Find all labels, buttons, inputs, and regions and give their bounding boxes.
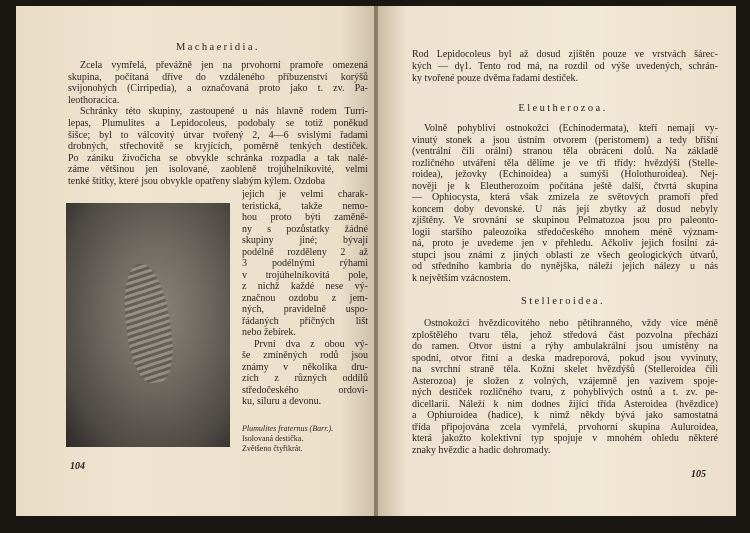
section-heading-eleutherozoa: Eleutherozoa. bbox=[518, 103, 608, 114]
text-line: Ostnokožci hvězdicovitého nebo pětihranného, vždy více méně bbox=[424, 318, 718, 329]
text-line: znaky hvězdic a hadic dohromady. bbox=[412, 445, 551, 456]
text-line: Schránky této skupiny, zastoupené u nás hlavně rodem Turri- bbox=[80, 106, 368, 117]
text-line: 3 podélnými rýhami bbox=[242, 258, 368, 269]
text-line: hou proto býti zaměně- bbox=[242, 212, 368, 223]
text-line: stupci jsou známi z jiných oblastí ze všech geologických útvarů, bbox=[412, 250, 718, 261]
text-line: ných, pravidelně uspo- bbox=[242, 304, 368, 315]
caption-line: Zvětšeno čtyřikrát. bbox=[242, 444, 303, 453]
figure-caption bbox=[242, 424, 333, 454]
text-line: — Ophiocysta, která však zmizela ze světových pramoří před bbox=[412, 192, 718, 203]
text-line: zích z různých oddílů bbox=[242, 373, 368, 384]
text-line: ných destiček rozličného tvaru, z pohyblivých ostnů a t. zv. pe- bbox=[412, 387, 718, 398]
text-line: zjištěny. Ve srovnání se skupinou Pelmatozoa jsou pro paleonto- bbox=[412, 215, 718, 226]
text-line: k největším vzácnostem. bbox=[412, 273, 511, 284]
text-line: značnou ozdobu z jem- bbox=[242, 293, 368, 304]
text-line: drobných, střechovitě se kryjících, poměrně tenkých destiček. bbox=[68, 141, 368, 152]
text-line: roidea), ježovky (Echinoidea) a sumýši (Holothuroidea). Nej- bbox=[412, 169, 718, 180]
text-line: rozličného utváření těla dělíme je ve tři třídy: hvězdýši (Stelle- bbox=[412, 158, 718, 169]
page-number-right: 105 bbox=[691, 469, 706, 480]
text-line: a Ophiuroidea (hadice), k nimž někdy bývá jako samostatná bbox=[412, 410, 718, 421]
text-line: logii staršího paleozoika středočeského mnohem méně význam- bbox=[412, 227, 718, 238]
text-line: středočeského ordovi- bbox=[242, 385, 368, 396]
text-line: skupina, počítaná dříve do vzdáleného příbuzenství korýšů bbox=[68, 72, 368, 83]
text-line: nověji je k Eleutherozoím počítána ještě další, čtvrtá skupina bbox=[412, 181, 718, 192]
text-line: která jakožto kolektivní typ spojuje v mnohém ohledu některé bbox=[412, 433, 718, 444]
fossil-photo bbox=[66, 203, 230, 447]
text-line: podélně rozděleny 2 až bbox=[242, 247, 368, 258]
text-line: še zmíněných rodů jsou bbox=[242, 350, 368, 361]
text-line: dicellarií. Náleží k nim dodnes žijící třída Asteroidea (hvězdice) bbox=[412, 399, 718, 410]
text-line: Zcela vymřelá, převážně jen na prvohorní pramoře omezená bbox=[80, 60, 368, 71]
text-line: zploštělého tvaru těla, jehož středová část pozvolna přechází bbox=[412, 330, 718, 341]
page-number-left: 104 bbox=[70, 461, 85, 472]
text-line: lepas, Plumulites a Lepidocoleus, podobaly se totiž poněkud bbox=[68, 118, 368, 129]
text-line: (ventrální čili orální) stranou těla obráceni dolů. Na základě bbox=[412, 146, 718, 157]
caption-line: Isolovaná destička. bbox=[242, 434, 304, 443]
right-page bbox=[378, 6, 736, 516]
text-line: jejich je velmi charak- bbox=[242, 189, 368, 200]
text-line: ny s pozůstatky žádné bbox=[242, 224, 368, 235]
text-line: od středního kambria do nynějška, náleží jejich nálezy u nás bbox=[412, 261, 718, 272]
text-line: záme většinou jen isolované, zaobleně trojúhelníkovité, velmi bbox=[68, 164, 368, 175]
text-line: řádaných příčných lišt bbox=[242, 316, 368, 327]
left-page bbox=[16, 6, 376, 516]
text-line: Po zániku živočicha se obvykle schránka rozpadla a tak nalé- bbox=[68, 153, 368, 164]
text-line: známy v několika dru- bbox=[242, 362, 368, 373]
fossil-plate-image bbox=[118, 261, 178, 386]
section-heading-machaeridia: Machaeridia. bbox=[176, 42, 260, 53]
text-line: Rod Lepidocoleus byl až dosud zjištěn pouze ve vrstvách šárec- bbox=[412, 49, 718, 60]
text-line: kých — dγ1. Tento rod má, na rozdíl od výše uvedených, schrán- bbox=[412, 61, 718, 72]
text-line: ku, siluru a devonu. bbox=[242, 396, 322, 407]
text-line: z nichž každé nese vý- bbox=[242, 281, 368, 292]
text-line: třída připojována zcela vymřelá, prvohorní skupina Auluroidea, bbox=[412, 422, 718, 433]
text-line: První dva z obou vý- bbox=[254, 339, 368, 350]
section-heading-stelleroidea: Stelleroidea. bbox=[521, 296, 605, 307]
text-line: teristická, takže nemo- bbox=[242, 201, 368, 212]
text-line: koncem doby devonské. U nás její zbytky až dosud nebyly bbox=[412, 204, 718, 215]
text-line: ky tvořené pouze dvěma řadami destiček. bbox=[412, 73, 579, 84]
text-line: na svrchní straně těla. Kožní skelet hvězdýšů (Stelleroidea čili bbox=[412, 364, 718, 375]
caption-line: Plumulites fraternus (Barr.). bbox=[242, 424, 334, 433]
text-line: leothoracica. bbox=[68, 95, 120, 106]
text-line: Volně pohybliví ostnokožci (Echinodermata), kteří nemají vy- bbox=[424, 123, 718, 134]
text-line: Asterozoa) je složen z volných, vzájemně jen vazivem spoje- bbox=[412, 376, 718, 387]
text-line: v trojúhelníkovitá pole, bbox=[242, 270, 368, 281]
text-line: svijonohých (Cirripedia), a označovaná proto jako t. zv. Pa- bbox=[68, 83, 368, 94]
text-line: skupiny jiné; bývají bbox=[242, 235, 368, 246]
text-line: nebo žebírek. bbox=[242, 327, 296, 338]
text-line: vinutý stonek a jsou ústním otvorem (peristomem) a tedy břišní bbox=[412, 135, 718, 146]
text-line: šišce; byl to válcovitý útvar tvořený 2, 4—6 svislými řadami bbox=[68, 130, 368, 141]
text-line: tenké štítky, které jsou obvykle opatřeny slabým kýlem. Ozdoba bbox=[68, 176, 326, 187]
text-line: ná, proto je uvedeme jen v přehledu. Ačkoliv jejich fosilní zá- bbox=[412, 238, 718, 249]
text-line: spodní, otvor řitní a deska madreporová, pokud jsou vyvinuty, bbox=[412, 353, 718, 364]
text-line: do ramen. Otvor ústní a rýhy ambulakrální jsou umístěny na bbox=[412, 341, 718, 352]
